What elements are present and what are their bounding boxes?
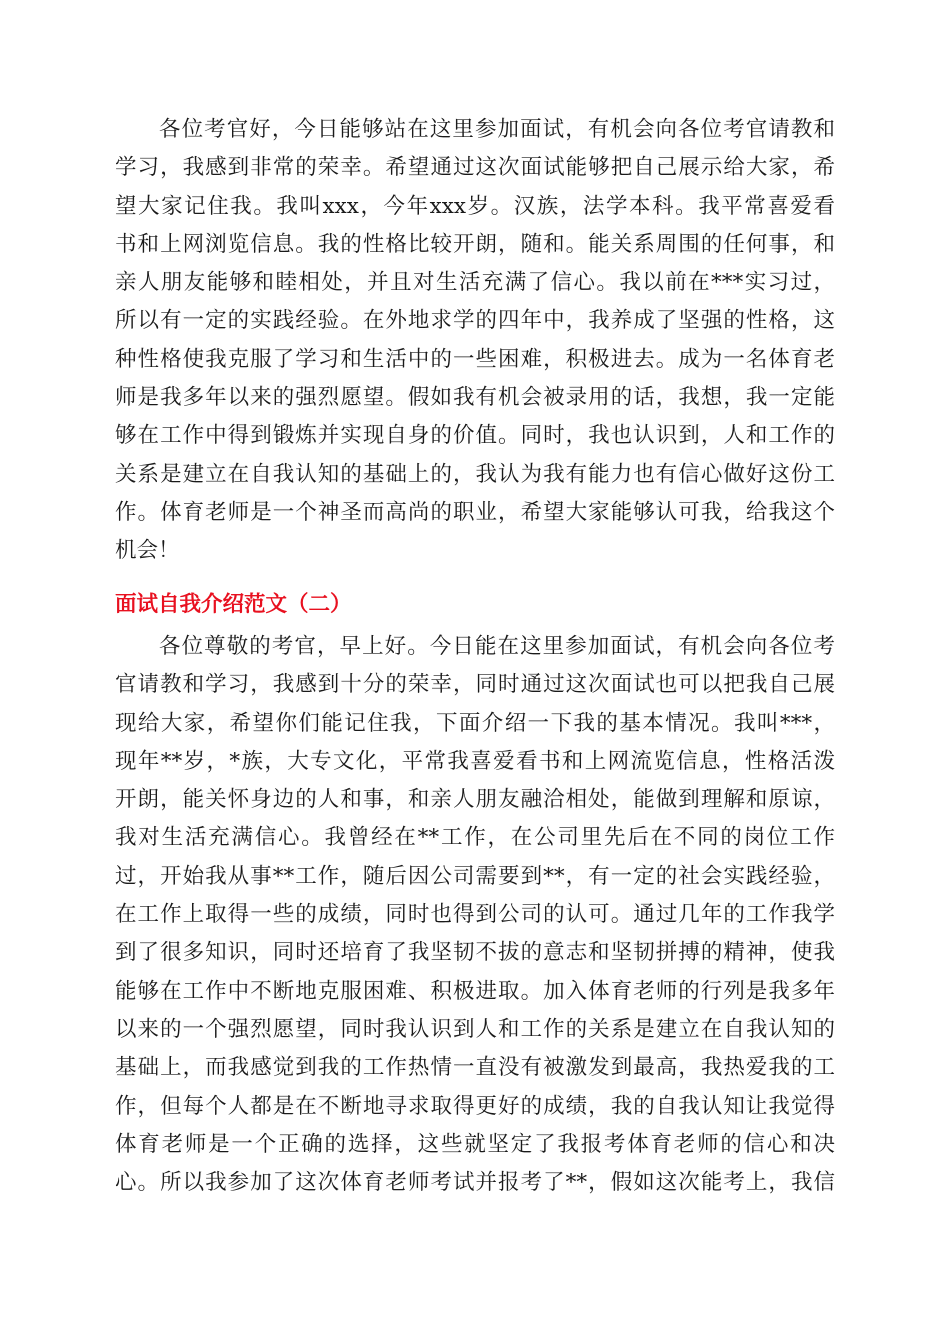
paragraph-line: 体育老师是一个正确的选择，这些就坚定了我报考体育老师的信心和决 — [115, 1131, 835, 1157]
paragraph-line: 以来的一个强烈愿望，同时我认识到人和工作的关系是建立在自我认知的 — [115, 1016, 835, 1042]
paragraph-1 — [115, 111, 835, 571]
paragraph-line: 官请教和学习，我感到十分的荣幸，同时通过这次面试也可以把我自己展 — [115, 672, 835, 698]
paragraph-line: 心。所以我参加了这次体育老师考试并报考了**，假如这次能考上，我信 — [115, 1170, 835, 1196]
paragraph-line: 所以有一定的实践经验。在外地求学的四年中，我养成了坚强的性格，这 — [115, 308, 835, 334]
paragraph-line: 种性格使我克服了学习和生活中的一些困难，积极进去。成为一名体育老 — [115, 346, 835, 372]
paragraph-line: 过，开始我从事**工作，随后因公司需要到**，有一定的社会实践经验， — [115, 863, 835, 889]
paragraph-line: 关系是建立在自我认知的基础上的，我认为我有能力也有信心做好这份工 — [115, 461, 835, 487]
paragraph-line: 机会！ — [115, 538, 180, 564]
section-heading: 面试自我介绍范文（二） — [115, 592, 352, 617]
paragraph-line: 我对生活充满信心。我曾经在**工作，在公司里先后在不同的岗位工作 — [115, 825, 835, 851]
paragraph-line: 师是我多年以来的强烈愿望。假如我有机会被录用的话，我想，我一定能 — [115, 385, 835, 411]
paragraph-line: 作，但每个人都是在不断地寻求取得更好的成绩，我的自我认知让我觉得 — [115, 1093, 835, 1119]
paragraph-line: 现年**岁，*族，大专文化，平常我喜爱看书和上网流览信息，性格活泼 — [115, 748, 835, 774]
paragraph-line: 书和上网浏览信息。我的性格比较开朗，随和。能关系周围的任何事，和 — [115, 231, 835, 257]
paragraph-line: 现给大家，希望你们能记住我，下面介绍一下我的基本情况。我叫***， — [115, 710, 835, 736]
paragraph-line: 能够在工作中不断地克服困难、积极进取。加入体育老师的行列是我多年 — [115, 978, 835, 1004]
paragraph-line: 作。体育老师是一个神圣而高尚的职业，希望大家能够认可我，给我这个 — [115, 499, 835, 525]
paragraph-line: 学习，我感到非常的荣幸。希望通过这次面试能够把自己展示给大家，希 — [115, 155, 835, 181]
paragraph-line: 各位考官好，今日能够站在这里参加面试，有机会向各位考官请教和 — [159, 117, 835, 142]
paragraph-line: 基础上，而我感觉到我的工作热情一直没有被激发到最高，我热爱我的工 — [115, 1055, 835, 1081]
paragraph-2 — [115, 628, 835, 1202]
paragraph-line: 开朗，能关怀身边的人和事，和亲人朋友融洽相处，能做到理解和原谅， — [115, 787, 835, 813]
paragraph-line: 在工作上取得一些的成绩，同时也得到公司的认可。通过几年的工作我学 — [115, 902, 835, 928]
paragraph-line: 到了很多知识，同时还培育了我坚韧不拔的意志和坚韧拼搏的精神，使我 — [115, 940, 835, 966]
paragraph-line: 各位尊敬的考官，早上好。今日能在这里参加面试，有机会向各位考 — [159, 634, 835, 659]
paragraph-line: 亲人朋友能够和睦相处，并且对生活充满了信心。我以前在***实习过， — [115, 270, 835, 296]
paragraph-line: 够在工作中得到锻炼并实现自身的价值。同时，我也认识到，人和工作的 — [115, 423, 835, 449]
paragraph-line: 望大家记住我。我叫xxx，今年xxx岁。汉族，法学本科。我平常喜爱看 — [115, 193, 835, 219]
